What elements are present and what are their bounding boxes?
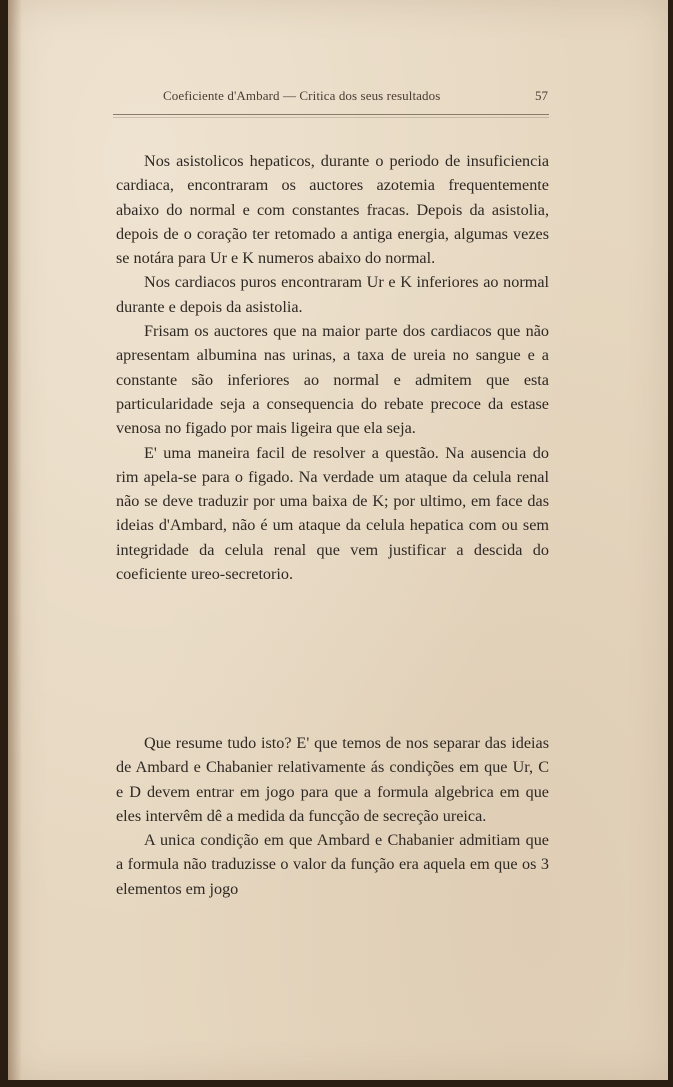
header-rule	[113, 114, 549, 115]
paragraph: Nos asistolicos hepaticos, durante o periodo de insuficiencia cardiaca, encontraram os auctores azotemia frequentemente abaixo do normal e com constantes fracas. Depois da asistolia, depois de o coração ter retomado a antiga energia, algumas vezes se notára para Ur e K numeros abaixo do normal.	[116, 152, 549, 268]
text-block-upper	[116, 149, 549, 586]
running-head	[158, 88, 548, 108]
header-rule-faint	[113, 117, 549, 118]
paragraph: Frisam os auctores que na maior parte dos cardiacos que não apresentam albumina nas urinas, a taxa de ureia no sangue e a constante são inferiores ao normal e admitem que esta particularidade seja a consequencia do rebate precoce da estase venosa no figado por mais ligeira que ela seja.	[116, 322, 549, 438]
paragraph: Nos cardiacos puros encontraram Ur e K inferiores ao normal durante e depois da asistolia.	[116, 273, 549, 316]
paragraph: Que resume tudo isto? E' que temos de nos separar das ideias de Ambard e Chabanier relativamente ás condições em que Ur, C e D devem entrar em jogo para que a formula algebrica em que eles intervêm dê a medida da funcção de secreção ureica.	[116, 734, 549, 825]
text-block-lower	[116, 731, 549, 901]
page-number: 57	[535, 88, 548, 103]
paragraph: E' uma maneira facil de resolver a questão. Na ausencia do rim apela-se para o figado. Na verdade um ataque da celula renal não se deve traduzir por uma baixa de K; por ultimo, em face das ideias d'Ambard, não é um ataque da celula hepatica com ou sem integridade da celula renal que vem justificar a descida do coeficiente ureo-secretorio.	[116, 443, 549, 584]
book-page	[8, 0, 668, 1080]
page-spine-shadow	[8, 0, 22, 1080]
running-head-title: Coeficiente d'Ambard — Critica dos seus resultados	[163, 88, 441, 103]
paragraph: A unica condição em que Ambard e Chabanier admitiam que a formula não traduzisse o valor da função era aquela em que os 3 elementos em jogo	[116, 831, 549, 898]
